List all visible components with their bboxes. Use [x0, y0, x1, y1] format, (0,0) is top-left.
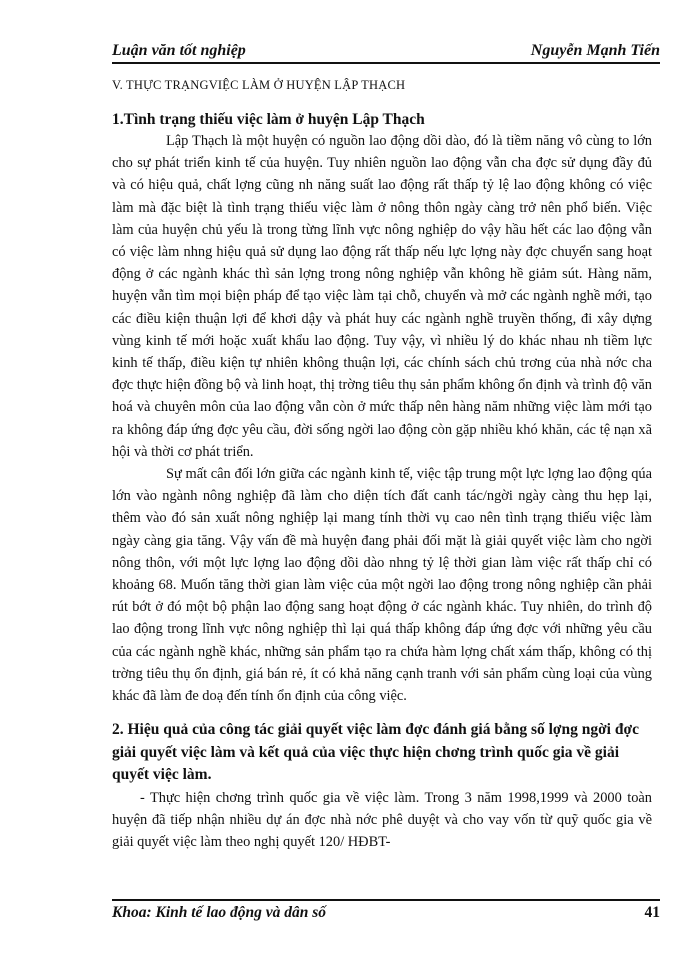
paragraph-3: - Thực hiện chơng trình quốc gia về việc làm. Trong 3 năm 1998,1999 và 2000 toàn huyện đã tiếp nhận nhiều dự án đợc nhà nớc phê duyệt và cho vay vốn từ quỹ quốc gia về giải quyết việc làm theo nghị quyết 120/ HĐBT- [112, 789, 652, 851]
page-footer [112, 899, 660, 925]
paragraph-2: Sự mất cân đối lớn giữa các ngành kinh tế, việc tập trung một lực lợng lao động qúa lớn vào ngành nông nghiệp đã làm cho diện tích đất canh tác/ngời ngày càng thu hẹp lại, thêm vào đó sản xuất nông nghiệp lại mang tính thời vụ cao nên tình trạng thiếu việc làm ngày càng gia tăng. Vậy vấn đề mà huyện đang phải đối mặt là giải quyết việc làm cho ngời nông thôn, với một lực lợng lao động dồi dào nhng tỷ lệ thời gian làm việc rất thấp chỉ có khoảng 68. Muốn tăng thời gian làm việc của một ngời lao động trong nông nghiệp cần phải rút bớt ở đó một bộ phận lao động sang hoạt động ở các ngành khác. Tuy nhiên, do trình độ lao động trong lĩnh vực nông nghiệp thì lại quá thấp không đáp ứng đợc với những yêu cầu của các ngành nghề khác, những sản phẩm tạo ra chứa hàm lợng chất xám thấp, không có thị trờng tiêu thụ ổn định, giá bán rẻ, ít có khả năng cạnh tranh với sản phẩm cùng loại của vùng khác đã làm đe doạ đến tính ổn định của công việc. [112, 466, 652, 705]
section-title: V. THỰC TRẠNGVIỆC LÀM Ở HUYỆN LẬP THẠCH [112, 78, 406, 92]
footer-faculty: Khoa: Kinh tế lao động và dân số [112, 904, 327, 921]
subsection-1-heading: 1.Tình trạng thiếu việc làm ở huyện Lập Thạch [112, 111, 425, 128]
page-content [112, 76, 652, 853]
header-author: Nguyễn Mạnh Tiến [530, 42, 660, 59]
page-header [112, 38, 660, 64]
page-number: 41 [644, 904, 660, 921]
paragraph-1: Lập Thạch là một huyện có nguồn lao động dồi dào, đó là tiềm năng vô cùng to lớn cho sự phát triển kinh tế của huyện. Tuy nhiên nguồn lao động vẫn cha đợc sử dụng đầy đủ và có hiệu quả, chất lợng cũng nh năng suất lao động rất thấp tỷ lệ lao động không có việc làm mà đặc biệt là tình trạng thiếu việc làm ở nông thôn ngày càng trở nên phổ biến. Việc làm của huyện chủ yếu là trong từng lĩnh vực nông nghiệp do vậy hầu hết các lao động vẫn có việc làm nhng hiệu quả sử dụng lao động rất thấp nếu lực lợng này đợc chuyển sang hoạt động ở các ngành khác thì sản lợng trong nông nghiệp vẫn không hề giảm sút. Hàng năm, huyện vẫn tìm mọi biện pháp để tạo việc làm tại chỗ, chuyển và mở các ngành nghề mới, tạo các điều kiện thuận lợi để khơi dậy và phát huy các ngành nghề truyền thống, đi xây dựng vùng kinh tế mới hoặc xuất khẩu lao động. Tuy vậy, vì nhiều lý do khác nhau nh tiềm lực kinh tế thấp, điều kiện tự nhiên không thuận lợi, các chính sách chủ trơng của nhà nớc cha đợc thực hiện đồng bộ và linh hoạt, thị trờng tiêu thụ sản phẩm không ổn định và trình độ văn hoá và chuyên môn của lao động vẫn còn ở mức thấp nên hàng năm những việc làm mới tạo ra không đáp ứng đợc yêu cầu, đời sống ngời lao động còn gặp nhiều khó khăn, các tệ nạn xã hội và thời cơ phát triển. [112, 133, 652, 460]
subsection-2-heading: 2. Hiệu quả của công tác giải quyết việc làm đợc đánh giá bằng số lợng ngời đợc giải quyết việc làm và kết quả của việc thực hiện chơng trình quốc gia về giải quyết việc làm. [112, 721, 639, 784]
header-thesis-title: Luận văn tốt nghiệp [112, 42, 246, 59]
